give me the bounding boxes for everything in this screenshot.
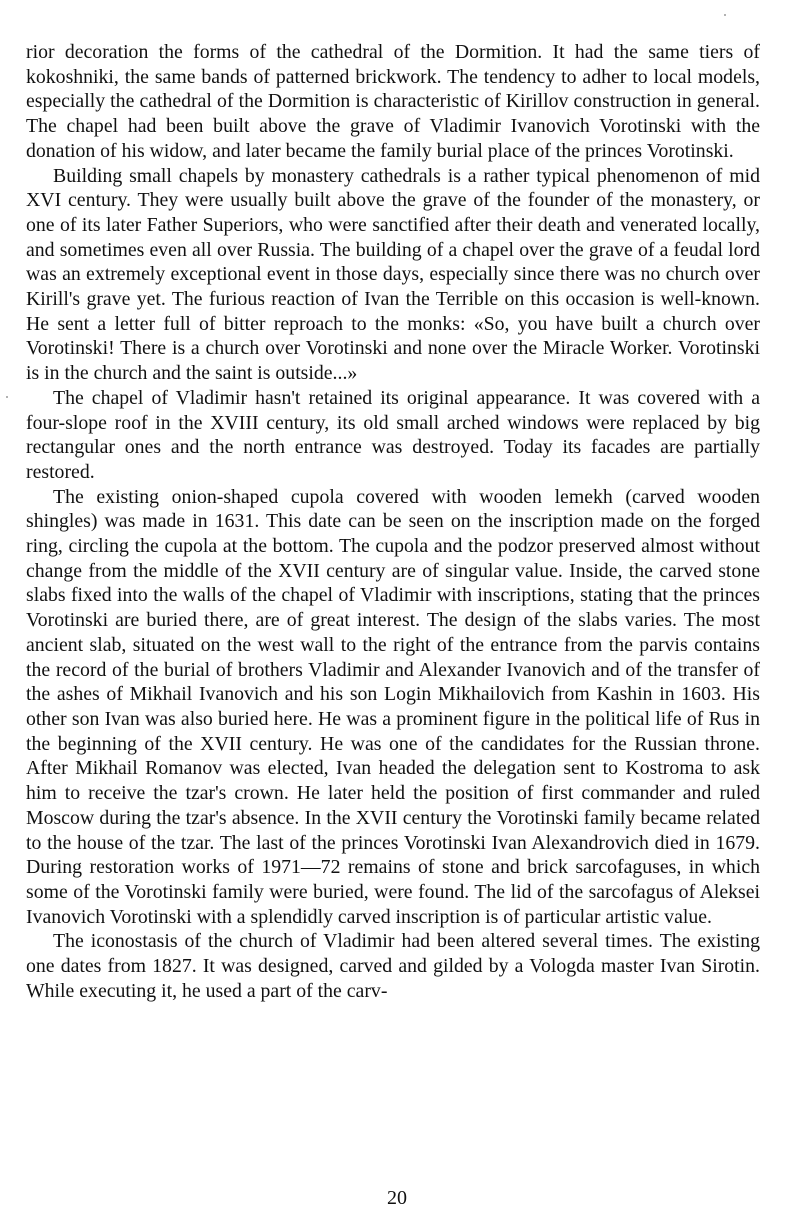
page-body [26,40,760,1003]
scan-speck [724,14,726,16]
scan-speck [6,396,8,398]
paragraph-small-chapels: Building small chapels by monastery cathedrals is a rather typical phenomenon of mid XVI century. They were usually built above the grave of the founder of the monastery, or one of its later Father Superiors, who were sanctified after their death and venerated locally, and sometimes even all over Russia. The building of a chapel over the grave of a feudal lord was an extremely exceptional event in those days, especially since there was no church over Kirill's grave yet. The furious reaction of Ivan the Terrible on this occasion is well-known. He sent a letter full of bitter reproach to the monks: «So, you have built a church over Vorotinski! There is a church over Vorotinski and none over the Miracle Worker. Vorotinski is in the church and the saint is outside...» [26,164,760,385]
paragraph-chapel-appearance: The chapel of Vladimir hasn't retained its original appearance. It was covered with a four-slope roof in the XVIII century, its old small arched windows were replaced by big rectangular ones and the north entrance was destroyed. Today its facades are partially restored. [26,386,760,483]
paragraph-continuation: rior decoration the forms of the cathedral of the Dormition. It had the same tiers of kokoshniki, the same bands of patterned brickwork. The tendency to adher to local models, especially the cathedral of the Dormition is characteristic of Kirillov construction in general. The chapel had been built above the grave of Vladimir Ivanovich Vorotinski with the donation of his widow, and later became the family burial place of the princes Vorotinski. [26,41,760,162]
page-number: 20 [387,1187,407,1209]
paragraph-iconostasis: The iconostasis of the church of Vladimir had been altered several times. The existing one dates from 1827. It was designed, carved and gilded by a Vologda master Ivan Sirotin. While executing it, he used a part of the carv- [26,930,760,1002]
paragraph-cupola-and-slabs: The existing onion-shaped cupola covered with wooden lemekh (carved wooden shingles) was made in 1631. This date can be seen on the inscription made on the forged ring, circling the cupola at the bottom. The cupola and the podzor preserved almost without change from the middle of the XVII century are of singular value. Inside, the carved stone slabs fixed into the walls of the chapel of Vladimir with inscriptions, stating that the princes Vorotinski are buried there, are of great interest. The design of the slabs varies. The most ancient slab, situated on the west wall to the right of the entrance from the parvis contains the record of the burial of brothers Vladimir and Alexander Ivanovich and of the transfer of the ashes of Mikhail Ivanovich and his son Login Mikhailovich from Kashin in 1603. His other son Ivan was also buried here. He was a prominent figure in the political life of Rus in the beginning of the XVII century. He was one of the candidates for the Russian throne. After Mikhail Romanov was elected, Ivan headed the delegation sent to Kostroma to ask him to receive the tzar's crown. He later held the position of first commander and ruled Moscow during the tzar's absence. In the XVII century the Vorotinski family became related to the house of the tzar. The last of the princes Vorotinski Ivan Alexandrovich died in 1679. During restoration works of 1971—72 remains of stone and brick sarcofaguses, in which some of the Vorotinski family were buried, were found. The lid of the sarcofagus of Aleksei Ivanovich Vorotinski with a splendidly carved inscription is of particular artistic value. [26,485,760,928]
